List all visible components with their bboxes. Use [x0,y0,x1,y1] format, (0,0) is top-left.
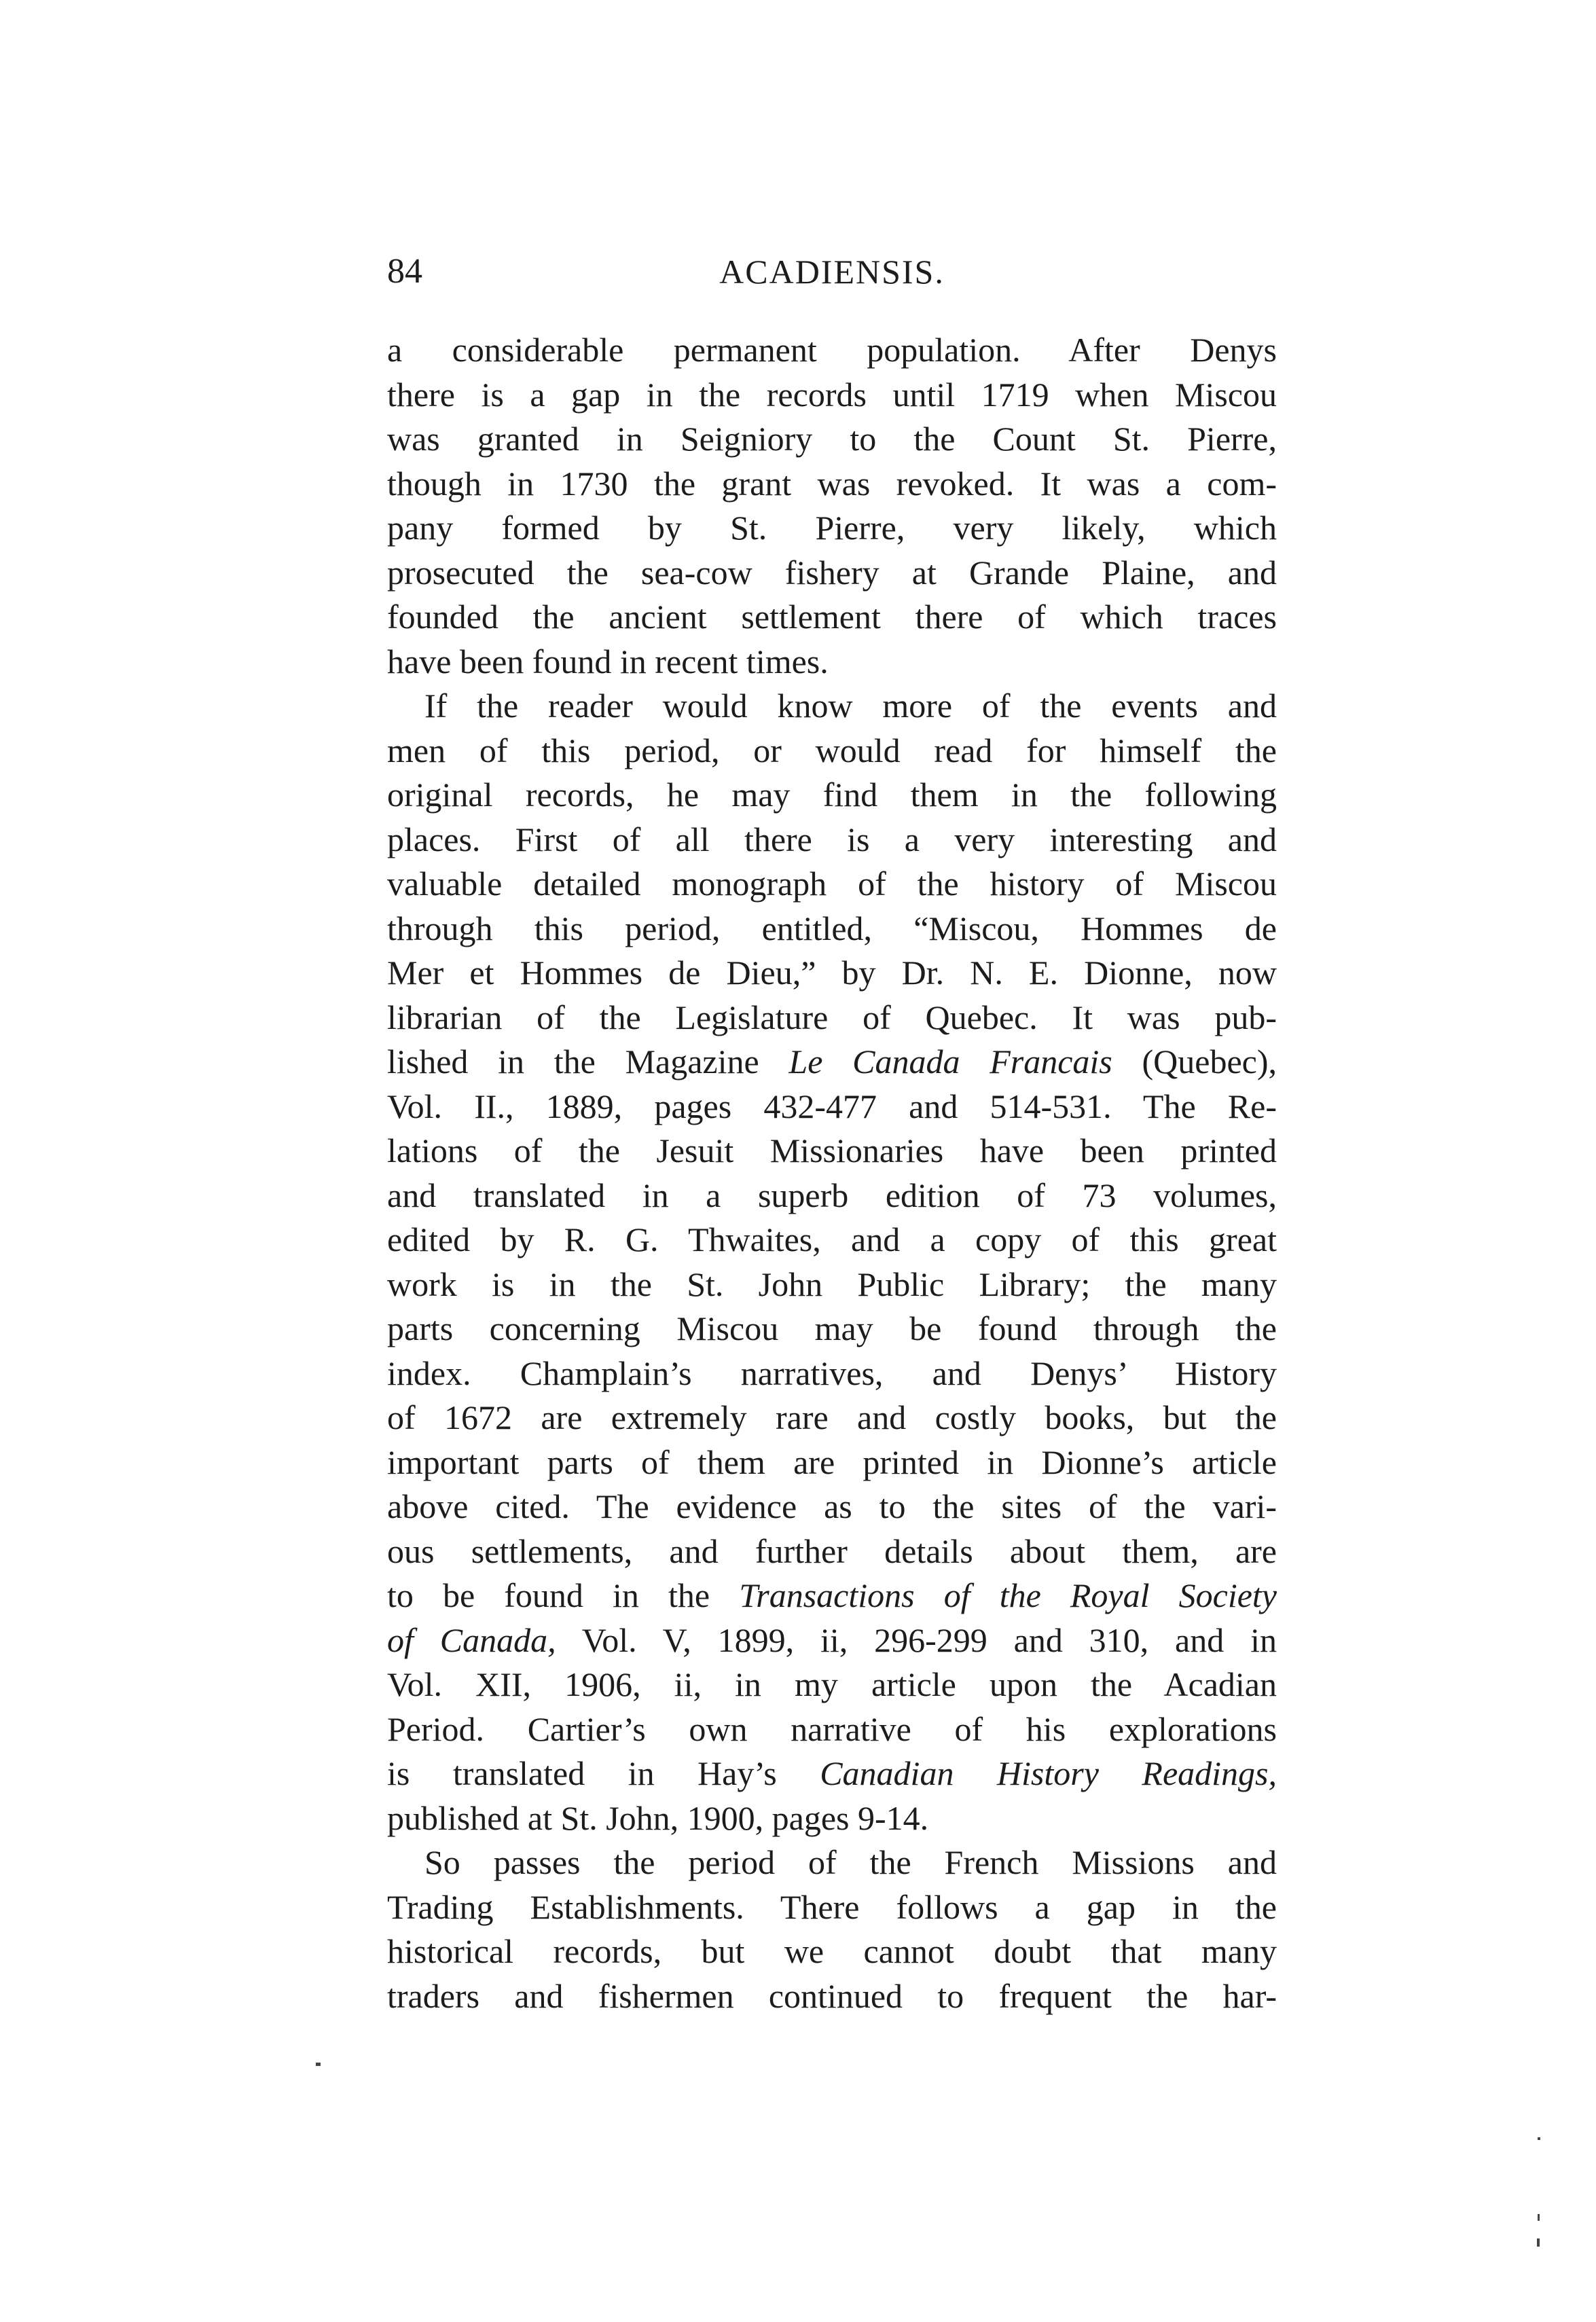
text-line: founded the ancient settlement there of which traces [387,598,1277,636]
running-title: ACADIENSIS. [719,253,945,291]
text-line: pany formed by St. Pierre, very likely, which [387,509,1277,547]
scan-speck [316,2063,321,2066]
body-text [387,328,1277,2018]
text-line: a considerable permanent population. After Denys [387,331,1277,369]
scan-speck [1538,2137,1540,2140]
text-line: through this period, entitled, “Miscou, Hommes de [387,909,1277,947]
page-header [387,248,1277,295]
scan-speck [1537,2238,1540,2247]
text-line: So passes the period of the French Missions and [424,1843,1277,1881]
text-line: and translated in a superb edition of 73 volumes, [387,1176,1277,1214]
text-line: Vol. XII, 1906, ii, in my article upon the Acadian [387,1665,1277,1703]
text-line: valuable detailed monograph of the history of Miscou [387,865,1277,903]
text-line: Trading Establishments. There follows a gap in the [387,1887,1277,1926]
text-line: If the reader would know more of the events and [424,687,1277,725]
text-line: have been found in recent times. [387,642,829,681]
text-line: of Canada, Vol. V, 1899, ii, 296-299 and 310, and in [387,1620,1277,1659]
text-line: is translated in Hay’s Canadian History Readings, [387,1754,1277,1792]
text-line: index. Champlain’s narratives, and Denys’ History [387,1354,1277,1392]
text-line: places. First of all there is a very interesting and [387,820,1277,858]
italic-title: Le Canada Francais [788,1042,1112,1081]
text-line: to be found in the Transactions of the Royal Society [387,1576,1277,1614]
text-line: ous settlements, and further details about them, are [387,1531,1277,1570]
text-line: lished in the Magazine Le Canada Francais (Quebec), [387,1042,1277,1081]
text-line: though in 1730 the grant was revoked. It was a com- [387,464,1277,503]
text-line: published at St. John, 1900, pages 9-14. [387,1798,929,1837]
text-line: Mer et Hommes de Dieu,” by Dr. N. E. Dionne, now [387,954,1277,992]
text-line: men of this period, or would read for himself the [387,731,1277,769]
text-line: work is in the St. John Public Library; the many [387,1265,1277,1303]
text-line: there is a gap in the records until 1719 when Miscou [387,375,1277,414]
page-number: 84 [387,252,422,291]
text-line: Vol. II., 1889, pages 432-477 and 514-531. The Re- [387,1087,1277,1125]
text-line: traders and fishermen continued to frequent the har- [387,1976,1277,2015]
text-line: Period. Cartier’s own narrative of his explorations [387,1709,1277,1748]
italic-title: Transactions of the Royal Society [739,1576,1277,1614]
italic-title: of Canada, [387,1620,556,1659]
text-line: edited by R. G. Thwaites, and a copy of this great [387,1220,1277,1258]
text-line: librarian of the Legislature of Quebec. It was pub- [387,998,1277,1036]
italic-title: Canadian History Readings, [820,1754,1277,1792]
text-line: lations of the Jesuit Missionaries have been printed [387,1131,1277,1169]
text-line: historical records, but we cannot doubt that many [387,1932,1277,1970]
text-line: original records, he may find them in the following [387,776,1277,814]
text-line: parts concerning Miscou may be found through the [387,1309,1277,1347]
scan-speck [1538,2214,1540,2221]
text-line: above cited. The evidence as to the sites of the vari- [387,1487,1277,1525]
text-line: was granted in Seigniory to the Count St. Pierre, [387,420,1277,458]
text-line: of 1672 are extremely rare and costly books, but the [387,1398,1277,1436]
text-line: prosecuted the sea-cow fishery at Grande Plaine, and [387,553,1277,592]
text-line: important parts of them are printed in Dionne’s article [387,1443,1277,1481]
